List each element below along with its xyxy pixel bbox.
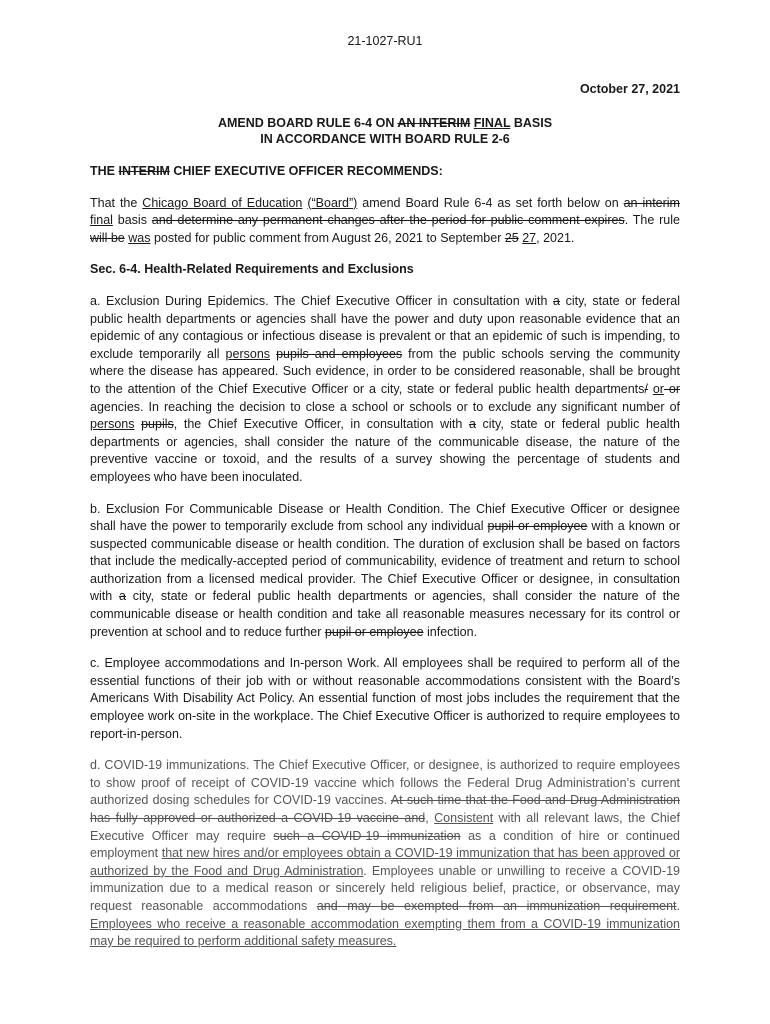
inserted-text: final	[90, 213, 113, 228]
deleted-text: a	[553, 293, 560, 308]
inserted-text: Chicago Board of Education	[142, 195, 303, 210]
document-title	[0, 115, 770, 147]
deleted-text: or	[663, 381, 680, 396]
title-line-2: IN ACCORDANCE WITH BOARD RULE 2-6	[260, 132, 510, 146]
deleted-text: a	[119, 589, 126, 604]
paragraph-d: d. COVID-19 immunizations. The Chief Executive Officer, or designee, is authorized to require employees to show proof of receipt of COVID-19 vaccine which follows the Federal Drug Administration’s current authorized dosing schedules for COVID-19 vaccines. At such time that the Food and Drug Administration has fully approved or authorized a COVID-19 vaccine and, Consistent with all relevant laws, the Chief Executive Officer may require such a COVID-19 immunization as a condition of hire or continued employment that new hires and/or employees obtain a COVID-19 immunization that has been approved or authorized by the Food and Drug Administration. Employees unable or unwilling to receive a COVID-19 immunization due to a medical reason or sincerely held religious belief, practice, or observance, may request reasonable accommodations and may be exempted from an immunization requirement. Employees who receive a reasonable accommodation exempting them from a COVID-19 immunization may be required to perform additional safety measures.	[90, 758, 680, 949]
document-date: October 27, 2021	[579, 82, 680, 96]
inserted-text: that new hires and/or employees obtain a COVID-19 immunization that has been approved or authorized by the Food and Drug Administration	[90, 846, 680, 878]
paragraph-c: c. Employee accommodations and In-person Work. All employees shall be required to perform all of the essential functions of their job with or without reasonable accommodations consistent with the Board’s Americans With Disability Act Policy. An essential function of most jobs includes the requirement that the employee work on-site in the workplace. The Chief Executive Officer is authorized to require employees to report-in-person.	[90, 656, 680, 741]
deleted-text: 25	[504, 230, 519, 245]
paragraph-b: b. Exclusion For Communicable Disease or Health Condition. The Chief Executive Officer or designee shall have the power to temporarily exclude from school any individual pupil or employee with a known or suspected communicable disease or health condition. The duration of exclusion shall be based on factors that include the medically-accepted period of communicability, evidence of treatment and return to school authorization from a licensed medical provider. The Chief Executive Officer or designee, in consultation with a city, state or federal public health departments or agencies, shall consider the nature of the communicable disease or health condition and take all reasonable measures necessary for its control or prevention at school and to reduce further pupil or employee infection.	[90, 501, 680, 639]
deleted-text: will be	[90, 230, 125, 245]
deleted-text: and determine any permanent changes after the period for public comment expires	[151, 213, 625, 228]
recommendation-heading: THE INTERIM CHIEF EXECUTIVE OFFICER RECOMMENDS:	[90, 164, 443, 178]
deleted-text: an interim	[623, 195, 680, 210]
inserted-text: persons	[90, 417, 135, 432]
section-heading: Sec. 6-4. Health-Related Requirements and Exclusions	[90, 262, 414, 277]
deleted-text: AN INTERIM	[397, 116, 471, 130]
inserted-text: persons	[225, 346, 271, 361]
paragraph-a: a. Exclusion During Epidemics. The Chief Executive Officer in consultation with a city, state or federal public health departments or agencies shall have the power and duty upon reasonable evidence that an epidemic of any contagious or infectious disease is prevalent or that an epidemic of such is impending, to exclude temporarily all persons pupils and employees from the public schools serving the community where the disease has appeared. Such evidence, in order to be considered reasonable, shall be brought to the attention of the Chief Executive Officer or a city, state or federal public health departments/ or or agencies. In reaching the decision to close a school or schools or to exclude any significant number of persons pupils, the Chief Executive Officer, in consultation with a city, state or federal public health departments or agencies, shall consider the nature of the communicable disease, the nature of the preventive vaccine or toxoid, and the results of a survey showing the percentage of students and employees who have been inoculated.	[90, 293, 681, 484]
deleted-text: pupils	[141, 417, 174, 432]
deleted-text: INTERIM	[118, 164, 170, 178]
document-number: 21-1027-RU1	[347, 34, 423, 48]
deleted-text: pupil or employee	[324, 624, 424, 639]
inserted-text: Consistent	[434, 811, 494, 825]
inserted-text: 27	[522, 230, 537, 245]
deleted-text: At such time that the Food and Drug Administration has fully approved or authorized a COVID-19 vaccine and	[90, 793, 680, 825]
deleted-text: such a COVID-19 immunization	[273, 828, 461, 843]
inserted-text: was	[128, 230, 151, 245]
title-line-1: AMEND BOARD RULE 6-4 ON AN INTERIM FINAL BASIS	[217, 116, 553, 130]
deleted-text: pupil or employee	[487, 519, 588, 534]
deleted-text: /	[644, 381, 648, 396]
document-body	[90, 163, 680, 951]
intro-paragraph: That the Chicago Board of Education (“Board”) amend Board Rule 6-4 as set forth below on an interim final basis and determine any permanent changes after the period for public comment expires. The rule will be was posted for public comment from August 26, 2021 to September 25 27, 2021.	[90, 195, 680, 245]
deleted-text: and may be exempted from an immunization requirement	[316, 898, 677, 913]
inserted-text: Employees who receive a reasonable accommodation exempting them from a COVID-19 immunization may be required to perform additional safety measures.	[90, 916, 680, 949]
inserted-text: FINAL	[473, 116, 511, 130]
inserted-text: or	[652, 381, 664, 396]
deleted-text: pupils and employees	[276, 346, 403, 361]
deleted-text: a	[468, 417, 476, 432]
inserted-text: (“Board”)	[307, 195, 358, 210]
